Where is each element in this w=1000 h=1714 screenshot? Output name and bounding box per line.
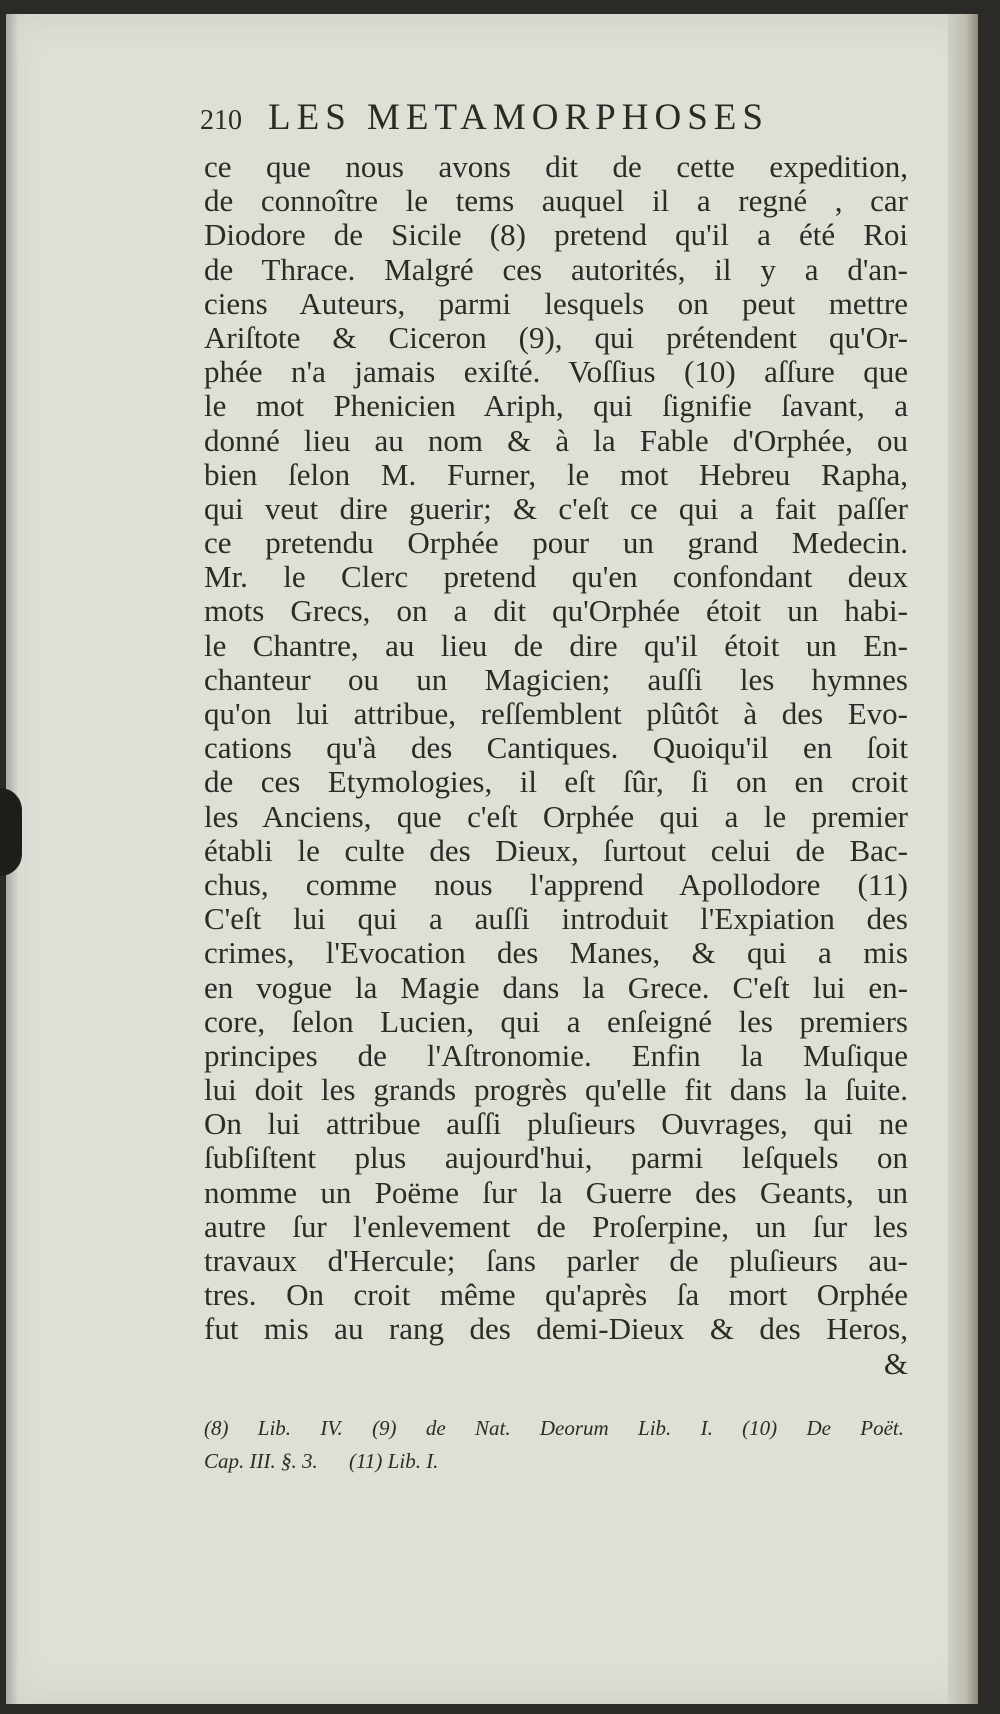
text-line: chanteur ou un Magicien; auſſi les hymnes bbox=[204, 661, 908, 697]
running-title: LES METAMORPHOSES bbox=[268, 97, 769, 138]
text-line: établi le culte des Dieux, ſurtout celui de Bac- bbox=[204, 832, 908, 868]
text-line: ciens Auteurs, parmi lesquels on peut mettre bbox=[204, 285, 908, 321]
page-edge bbox=[948, 14, 978, 1704]
text-line: les Anciens, que c'eſt Orphée qui a le premier bbox=[204, 798, 908, 834]
text-line: qu'on lui attribue, reſſemblent plûtôt à des Evo- bbox=[204, 696, 908, 731]
text-line: autre ſur l'enlevement de Proſerpine, un ſur les bbox=[204, 1208, 908, 1244]
text-line: bien ſelon M. Furner, le mot Hebreu Rapha, bbox=[204, 456, 908, 492]
text-line: de Thrace. Malgré ces autorités, il y a d'an- bbox=[204, 251, 908, 287]
text-line: chus, comme nous l'apprend Apollodore (11) bbox=[204, 866, 908, 902]
footnote-10-cont: Cap. III. §. 3. bbox=[204, 1449, 318, 1473]
footnote-line bbox=[204, 1445, 904, 1478]
text-line: fut mis au rang des demi-Dieux & des Heros, bbox=[204, 1311, 908, 1347]
binding-clip bbox=[0, 788, 22, 876]
body-text bbox=[204, 150, 908, 1381]
text-line: Diodore de Sicile (8) pretend qu'il a été Roi bbox=[204, 217, 908, 253]
text-line: phée n'a jamais exiſté. Voſſius (10) aſſure que bbox=[204, 354, 908, 390]
text-line: ce que nous avons dit de cette expedition, bbox=[204, 149, 908, 184]
footnote-line bbox=[204, 1412, 904, 1445]
text-line: ce pretendu Orphée pour un grand Medecin. bbox=[204, 525, 908, 561]
footnote-10: (10) De Poët. bbox=[742, 1416, 904, 1440]
footnote-11: (11) Lib. I. bbox=[349, 1449, 439, 1473]
footnotes bbox=[204, 1412, 904, 1478]
text-line: le Chantre, au lieu de dire qu'il étoit un En- bbox=[204, 627, 908, 663]
text-line: tres. On croit même qu'après ſa mort Orphée bbox=[204, 1277, 908, 1313]
text-line: en vogue la Magie dans la Grece. C'eſt lui en- bbox=[204, 969, 908, 1005]
text-line: de ces Etymologies, il eſt ſûr, ſi on en croit bbox=[204, 764, 908, 800]
footnote-8: (8) Lib. IV. bbox=[204, 1416, 343, 1440]
text-line: de connoître le tems auquel il a regné , car bbox=[204, 183, 908, 219]
text-line: core, ſelon Lucien, qui a enſeigné les premiers bbox=[204, 1003, 908, 1039]
text-line: nomme un Poëme ſur la Guerre des Geants, un bbox=[204, 1174, 908, 1210]
text-line: lui doit les grands progrès qu'elle fit dans la ſuite. bbox=[204, 1072, 908, 1108]
text-line: travaux d'Hercule; ſans parler de pluſieurs au- bbox=[204, 1243, 908, 1278]
text-line: mots Grecs, on a dit qu'Orphée étoit un habi- bbox=[204, 593, 908, 629]
text-line: cations qu'à des Cantiques. Quoiqu'il en ſoit bbox=[204, 730, 908, 766]
page-header bbox=[200, 96, 860, 146]
text-line: C'eſt lui qui a auſſi introduit l'Expiation des bbox=[204, 901, 908, 937]
text-line: Mr. le Clerc pretend qu'en confondant deux bbox=[204, 559, 908, 595]
footnote-9: (9) de Nat. Deorum Lib. I. bbox=[372, 1416, 713, 1440]
text-line: qui veut dire guerir; & c'eſt ce qui a fait paſſer bbox=[204, 490, 908, 526]
text-line: On lui attribue auſſi pluſieurs Ouvrages, qui ne bbox=[204, 1106, 908, 1142]
text-line: crimes, l'Evocation des Manes, & qui a mis bbox=[204, 935, 908, 971]
text-line: ſubſiſtent plus aujourd'hui, parmi leſquels on bbox=[204, 1140, 908, 1176]
catchword: & bbox=[883, 1345, 908, 1381]
page-number: 210 bbox=[200, 105, 242, 136]
text-line: donné lieu au nom & à la Fable d'Orphée, ou bbox=[204, 422, 908, 458]
text-line: principes de l'Aſtronomie. Enfin la Muſique bbox=[204, 1037, 908, 1073]
text-line: Ariſtote & Ciceron (9), qui prétendent qu'Or- bbox=[204, 319, 908, 355]
text-line: le mot Phenicien Ariph, qui ſignifie ſavant, a bbox=[204, 388, 908, 424]
